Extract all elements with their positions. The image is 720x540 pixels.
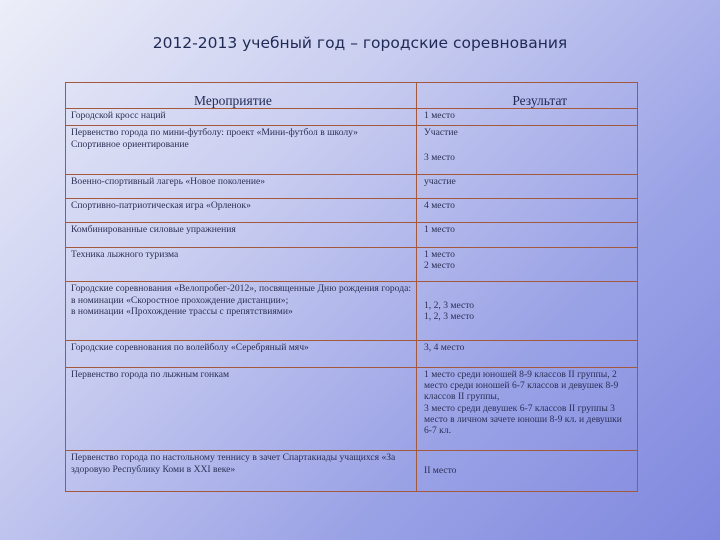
result-cell bbox=[417, 282, 638, 341]
result-text-secondary: 3 место bbox=[424, 152, 455, 164]
table-row bbox=[66, 282, 638, 341]
result-text: участие bbox=[424, 175, 456, 187]
result-cell bbox=[417, 109, 638, 125]
event-cell bbox=[66, 451, 417, 492]
event-text-secondary: Спортивное ориентирование bbox=[71, 139, 189, 151]
result-text: II место bbox=[424, 465, 457, 477]
event-cell bbox=[66, 198, 417, 222]
table-row bbox=[66, 341, 638, 367]
event-cell bbox=[66, 367, 417, 450]
table-row bbox=[66, 198, 638, 222]
result-text-secondary: 3 место среди девушек 6-7 классов II группы 3 место в личном зачете юноши 8-9 кл. и девушки 6-7 кл. bbox=[424, 402, 622, 437]
event-text: Спортивно-патриотическая игра «Орленок» bbox=[71, 199, 251, 211]
result-text: 1 место bbox=[424, 110, 455, 122]
event-cell bbox=[66, 247, 417, 282]
result-text: Участие bbox=[424, 126, 458, 138]
table-header-row bbox=[66, 83, 638, 109]
result-text-secondary: 1, 2, 3 место bbox=[424, 311, 475, 323]
results-table bbox=[65, 82, 638, 492]
event-text-secondary: в номинации «Прохождение трассы с препятствиями» bbox=[71, 305, 293, 317]
table-row bbox=[66, 367, 638, 450]
result-cell bbox=[417, 367, 638, 450]
result-text: 4 место bbox=[424, 199, 455, 211]
event-text: Городские соревнования по волейболу «Серебряный мяч» bbox=[71, 342, 309, 354]
event-cell bbox=[66, 223, 417, 247]
result-cell bbox=[417, 451, 638, 492]
event-text: Городской кросс наций bbox=[71, 110, 166, 122]
event-text: Военно-спортивный лагерь «Новое поколение» bbox=[71, 175, 266, 187]
event-cell bbox=[66, 341, 417, 367]
result-text-secondary: 2 место bbox=[424, 260, 455, 272]
result-text: 1 место среди юношей 8-9 классов II группы, 2 место среди юношей 6-7 классов и девушек 8-9 классов II группы, bbox=[424, 368, 619, 403]
header-event: Мероприятие bbox=[66, 83, 417, 109]
result-cell bbox=[417, 125, 638, 174]
result-cell bbox=[417, 174, 638, 198]
table-row bbox=[66, 125, 638, 174]
header-result: Результат bbox=[417, 83, 638, 109]
event-cell bbox=[66, 282, 417, 341]
event-text: Комбинированные силовые упражнения bbox=[71, 224, 236, 236]
event-cell bbox=[66, 109, 417, 125]
result-text: 3, 4 место bbox=[424, 342, 465, 354]
table-row bbox=[66, 174, 638, 198]
event-text: Первенство города по лыжным гонкам bbox=[71, 368, 230, 380]
result-text: 1 место bbox=[424, 224, 455, 236]
event-text: Городские соревнования «Велопробег-2012», посвященные Дню рождения города: в номинации «Скоростное прохождение дистанции»; bbox=[71, 283, 411, 306]
table-row bbox=[66, 223, 638, 247]
event-text: Первенство города по мини-футболу: проект «Мини-футбол в школу» bbox=[71, 126, 358, 138]
event-text: Техника лыжного туризма bbox=[71, 248, 179, 260]
result-cell bbox=[417, 247, 638, 282]
table-row bbox=[66, 247, 638, 282]
event-cell bbox=[66, 125, 417, 174]
page-title: 2012-2013 учебный год – городские соревнования bbox=[152, 34, 568, 52]
result-text: 1 место bbox=[424, 248, 455, 260]
table-row bbox=[66, 109, 638, 125]
result-cell bbox=[417, 341, 638, 367]
result-cell bbox=[417, 223, 638, 247]
result-cell bbox=[417, 198, 638, 222]
table-row bbox=[66, 451, 638, 492]
event-cell bbox=[66, 174, 417, 198]
event-text: Первенство города по настольному теннису в зачет Спартакиады учащихся «За здоровую Республику Коми в XXI веке» bbox=[71, 452, 396, 475]
result-text: 1, 2, 3 место bbox=[424, 300, 475, 312]
